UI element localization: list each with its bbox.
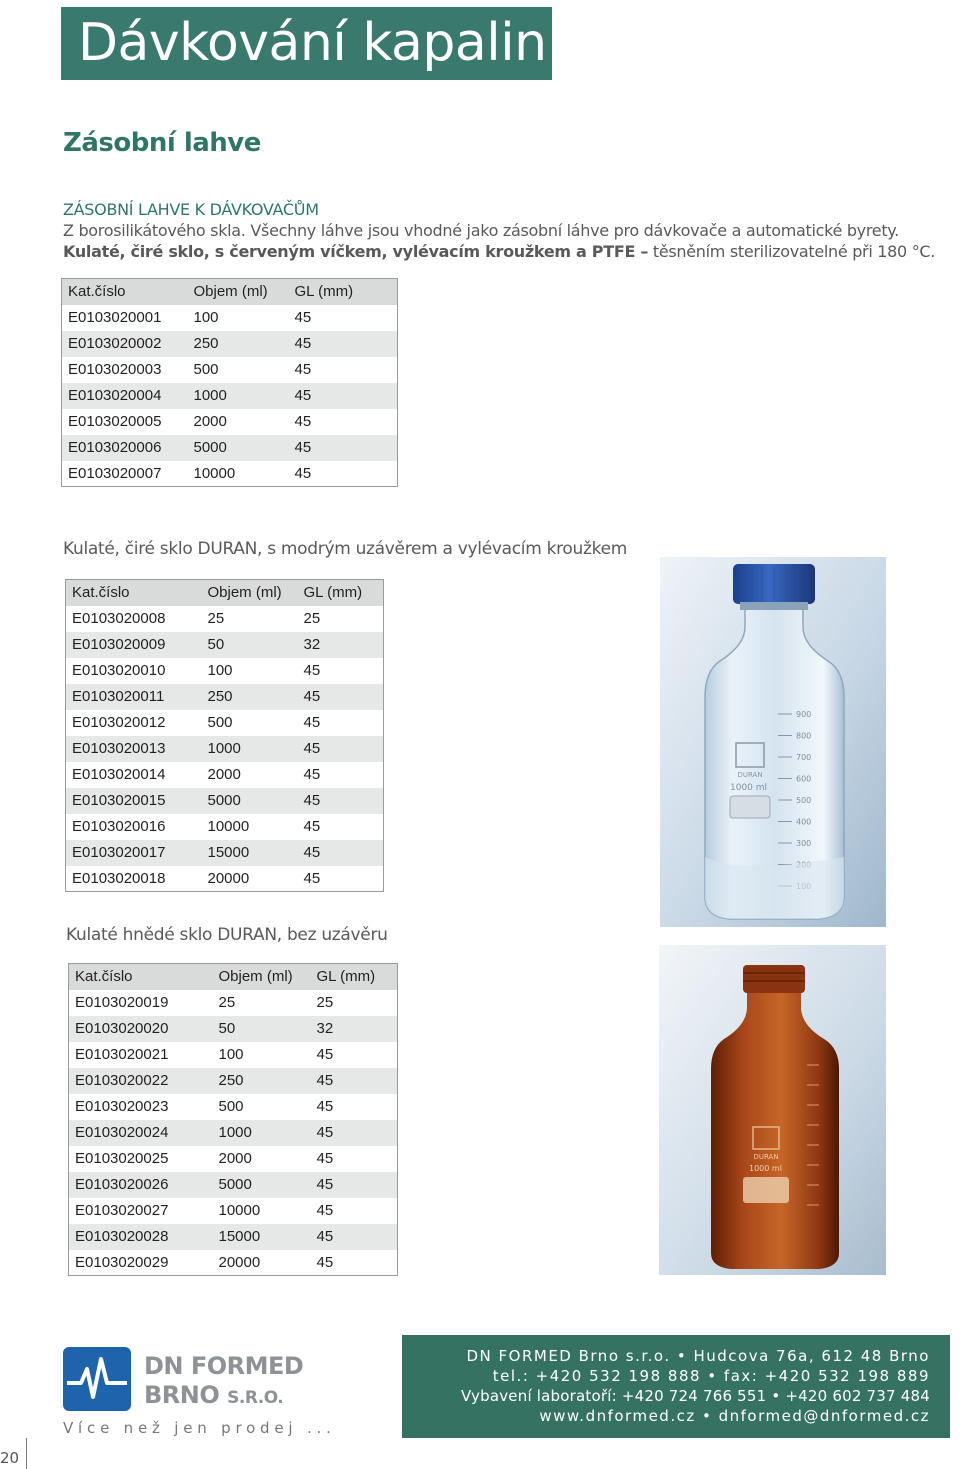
cell-volume: 100: [213, 1042, 311, 1068]
table-row: [66, 606, 384, 632]
section-heading-clear-duran: Kulaté, čiré sklo DURAN, s modrým uzávěrem a vylévacím kroužkem: [63, 539, 627, 559]
cell-catalog-number: E0103020009: [66, 632, 202, 658]
cell-catalog-number: E0103020021: [69, 1042, 213, 1068]
contact-web: www.dnformed.cz • dnformed@dnformed.cz: [539, 1407, 930, 1425]
cell-gl: 45: [289, 461, 398, 487]
clear-bottle-brand: DURAN: [737, 771, 763, 779]
table-row: [66, 814, 384, 840]
cell-gl: 45: [311, 1172, 398, 1198]
table-row: [69, 1224, 398, 1250]
cell-gl: 45: [298, 814, 384, 840]
column-header-cat: Kat.číslo: [62, 279, 188, 305]
table-row: [66, 710, 384, 736]
table-row: [62, 409, 398, 435]
cell-catalog-number: E0103020013: [66, 736, 202, 762]
graduation-label: 500: [796, 796, 812, 805]
cell-volume: 1000: [213, 1120, 311, 1146]
intro-heading: ZÁSOBNÍ LAHVE K DÁVKOVAČŮM: [63, 200, 319, 219]
cell-gl: 45: [298, 762, 384, 788]
cell-catalog-number: E0103020016: [66, 814, 202, 840]
table-row: [62, 383, 398, 409]
clear-bottle-photo: [660, 557, 886, 927]
graduation-label: 900: [796, 710, 812, 719]
cell-catalog-number: E0103020002: [62, 331, 188, 357]
section-title: Zásobní lahve: [63, 128, 261, 158]
cell-gl: 45: [311, 1068, 398, 1094]
cell-catalog-number: E0103020010: [66, 658, 202, 684]
cell-volume: 1000: [202, 736, 298, 762]
cell-volume: 20000: [213, 1250, 311, 1276]
product-table-red-cap: [61, 278, 398, 487]
cell-gl: 45: [298, 710, 384, 736]
cell-gl: 45: [298, 736, 384, 762]
brown-bottle-illustration: [659, 945, 886, 1275]
cell-volume: 10000: [202, 814, 298, 840]
cell-catalog-number: E0103020005: [62, 409, 188, 435]
table-row: [66, 788, 384, 814]
cell-volume: 50: [213, 1016, 311, 1042]
cell-volume: 10000: [213, 1198, 311, 1224]
cell-gl: 25: [311, 990, 398, 1016]
cell-volume: 1000: [188, 383, 289, 409]
graduation-label: 700: [796, 753, 812, 762]
column-header-cat: Kat.číslo: [69, 964, 213, 990]
cell-volume: 2000: [202, 762, 298, 788]
column-header-volume: Objem (ml): [213, 964, 311, 990]
table-row: [69, 1146, 398, 1172]
table-row: [69, 1094, 398, 1120]
company-tagline: Více než jen prodej ...: [63, 1419, 336, 1437]
page-title: Dávkování kapalin: [78, 13, 547, 73]
cell-gl: 45: [311, 1250, 398, 1276]
column-header-volume: Objem (ml): [202, 580, 298, 606]
table-header-row: [66, 580, 384, 606]
table-row: [69, 1172, 398, 1198]
section-heading-brown-duran: Kulaté hnědé sklo DURAN, bez uzávěru: [66, 925, 388, 945]
table-row: [69, 1016, 398, 1042]
clear-bottle-illustration: [660, 557, 886, 927]
cell-volume: 50: [202, 632, 298, 658]
cell-catalog-number: E0103020015: [66, 788, 202, 814]
cell-gl: 45: [298, 866, 384, 892]
brown-bottle-photo: [659, 945, 886, 1275]
cell-gl: 45: [298, 788, 384, 814]
intro-line2-bold: Kulaté, čiré sklo, s červeným víčkem, vylévacím kroužkem a PTFE –: [63, 242, 649, 261]
table-row: [62, 331, 398, 357]
cell-gl: 45: [289, 435, 398, 461]
cell-gl: 45: [289, 305, 398, 331]
table-row: [66, 762, 384, 788]
cell-gl: 32: [311, 1016, 398, 1042]
table-row: [66, 866, 384, 892]
cell-catalog-number: E0103020014: [66, 762, 202, 788]
cell-gl: 45: [311, 1042, 398, 1068]
title-banner: [61, 7, 552, 80]
cell-catalog-number: E0103020019: [69, 990, 213, 1016]
intro-text: [63, 199, 943, 262]
cell-catalog-number: E0103020028: [69, 1224, 213, 1250]
cell-catalog-number: E0103020024: [69, 1120, 213, 1146]
cell-gl: 45: [311, 1198, 398, 1224]
table-row: [62, 461, 398, 487]
table-row: [62, 305, 398, 331]
cell-catalog-number: E0103020027: [69, 1198, 213, 1224]
cell-volume: 20000: [202, 866, 298, 892]
table-row: [69, 1250, 398, 1276]
cell-gl: 45: [311, 1224, 398, 1250]
cell-volume: 250: [202, 684, 298, 710]
cell-volume: 2000: [188, 409, 289, 435]
table-header-row: [62, 279, 398, 305]
cell-gl: 45: [298, 840, 384, 866]
cell-gl: 25: [298, 606, 384, 632]
clear-bottle-volume: 1000 ml: [730, 783, 768, 793]
cell-gl: 45: [289, 357, 398, 383]
cell-volume: 500: [188, 357, 289, 383]
cell-catalog-number: E0103020025: [69, 1146, 213, 1172]
table-row: [62, 435, 398, 461]
cell-catalog-number: E0103020003: [62, 357, 188, 383]
graduation-label: 600: [796, 774, 812, 784]
logo-sro: S.R.O.: [227, 1388, 284, 1408]
contact-phone: tel.: +420 532 198 888 • fax: +420 532 198 889: [492, 1367, 930, 1385]
brown-bottle-brand: DURAN: [753, 1153, 779, 1161]
cell-catalog-number: E0103020026: [69, 1172, 213, 1198]
cell-volume: 100: [202, 658, 298, 684]
contact-lab: Vybavení laboratoří: +420 724 766 551 • +420 602 737 484: [460, 1387, 930, 1405]
table-row: [69, 1120, 398, 1146]
logo-line1: DN FORMED: [144, 1352, 304, 1380]
cell-gl: 45: [298, 658, 384, 684]
cell-volume: 15000: [213, 1224, 311, 1250]
cell-volume: 15000: [202, 840, 298, 866]
cell-volume: 10000: [188, 461, 289, 487]
cell-volume: 25: [213, 990, 311, 1016]
table-row: [69, 1068, 398, 1094]
cell-catalog-number: E0103020004: [62, 383, 188, 409]
cell-gl: 45: [298, 684, 384, 710]
table-row: [69, 1042, 398, 1068]
graduation-label: 800: [796, 731, 812, 741]
contact-box: [402, 1335, 950, 1438]
cell-catalog-number: E0103020018: [66, 866, 202, 892]
cell-gl: 32: [298, 632, 384, 658]
table-row: [66, 736, 384, 762]
cell-catalog-number: E0103020001: [62, 305, 188, 331]
cell-catalog-number: E0103020020: [69, 1016, 213, 1042]
cell-catalog-number: E0103020006: [62, 435, 188, 461]
contact-address: DN FORMED Brno s.r.o. • Hudcova 76a, 612 48 Brno: [466, 1347, 930, 1365]
brown-bottle-volume: 1000 ml: [749, 1164, 782, 1173]
table-row: [66, 658, 384, 684]
cell-gl: 45: [311, 1146, 398, 1172]
cell-catalog-number: E0103020029: [69, 1250, 213, 1276]
column-header-gl: GL (mm): [289, 279, 398, 305]
company-logo-icon: [63, 1347, 131, 1411]
page-number: 20: [0, 1449, 20, 1467]
cell-volume: 5000: [213, 1172, 311, 1198]
table-row: [62, 357, 398, 383]
table-row: [66, 632, 384, 658]
column-header-gl: GL (mm): [311, 964, 398, 990]
cell-catalog-number: E0103020008: [66, 606, 202, 632]
company-logo-text: [144, 1352, 303, 1413]
cell-volume: 500: [213, 1094, 311, 1120]
cell-catalog-number: E0103020023: [69, 1094, 213, 1120]
table-row: [66, 840, 384, 866]
intro-line1: Z borosilikátového skla. Všechny láhve jsou vhodné jako zásobní láhve pro dávkovače a automatické byrety.: [63, 221, 899, 240]
table-row: [66, 684, 384, 710]
cell-volume: 500: [202, 710, 298, 736]
product-table-brown: [68, 963, 398, 1276]
product-table-blue-cap: [65, 579, 384, 892]
column-header-cat: Kat.číslo: [66, 580, 202, 606]
cell-gl: 45: [311, 1094, 398, 1120]
cell-catalog-number: E0103020022: [69, 1068, 213, 1094]
cell-volume: 25: [202, 606, 298, 632]
column-header-volume: Objem (ml): [188, 279, 289, 305]
cell-volume: 250: [213, 1068, 311, 1094]
graduation-label: 300: [796, 839, 812, 848]
cell-volume: 5000: [202, 788, 298, 814]
cell-catalog-number: E0103020017: [66, 840, 202, 866]
cell-catalog-number: E0103020011: [66, 684, 202, 710]
cell-gl: 45: [289, 383, 398, 409]
table-row: [69, 990, 398, 1016]
logo-line2: BRNO: [144, 1381, 220, 1409]
table-header-row: [69, 964, 398, 990]
graduation-label: 400: [796, 817, 812, 827]
cell-volume: 250: [188, 331, 289, 357]
column-header-gl: GL (mm): [298, 580, 384, 606]
intro-line2-rest: těsněním sterilizovatelné při 180 °C.: [648, 242, 936, 261]
cell-gl: 45: [311, 1120, 398, 1146]
page-number-rule: [26, 1438, 27, 1469]
cell-volume: 5000: [188, 435, 289, 461]
cell-volume: 100: [188, 305, 289, 331]
cell-catalog-number: E0103020012: [66, 710, 202, 736]
cell-gl: 45: [289, 331, 398, 357]
table-row: [69, 1198, 398, 1224]
cell-gl: 45: [289, 409, 398, 435]
cell-volume: 2000: [213, 1146, 311, 1172]
cell-catalog-number: E0103020007: [62, 461, 188, 487]
